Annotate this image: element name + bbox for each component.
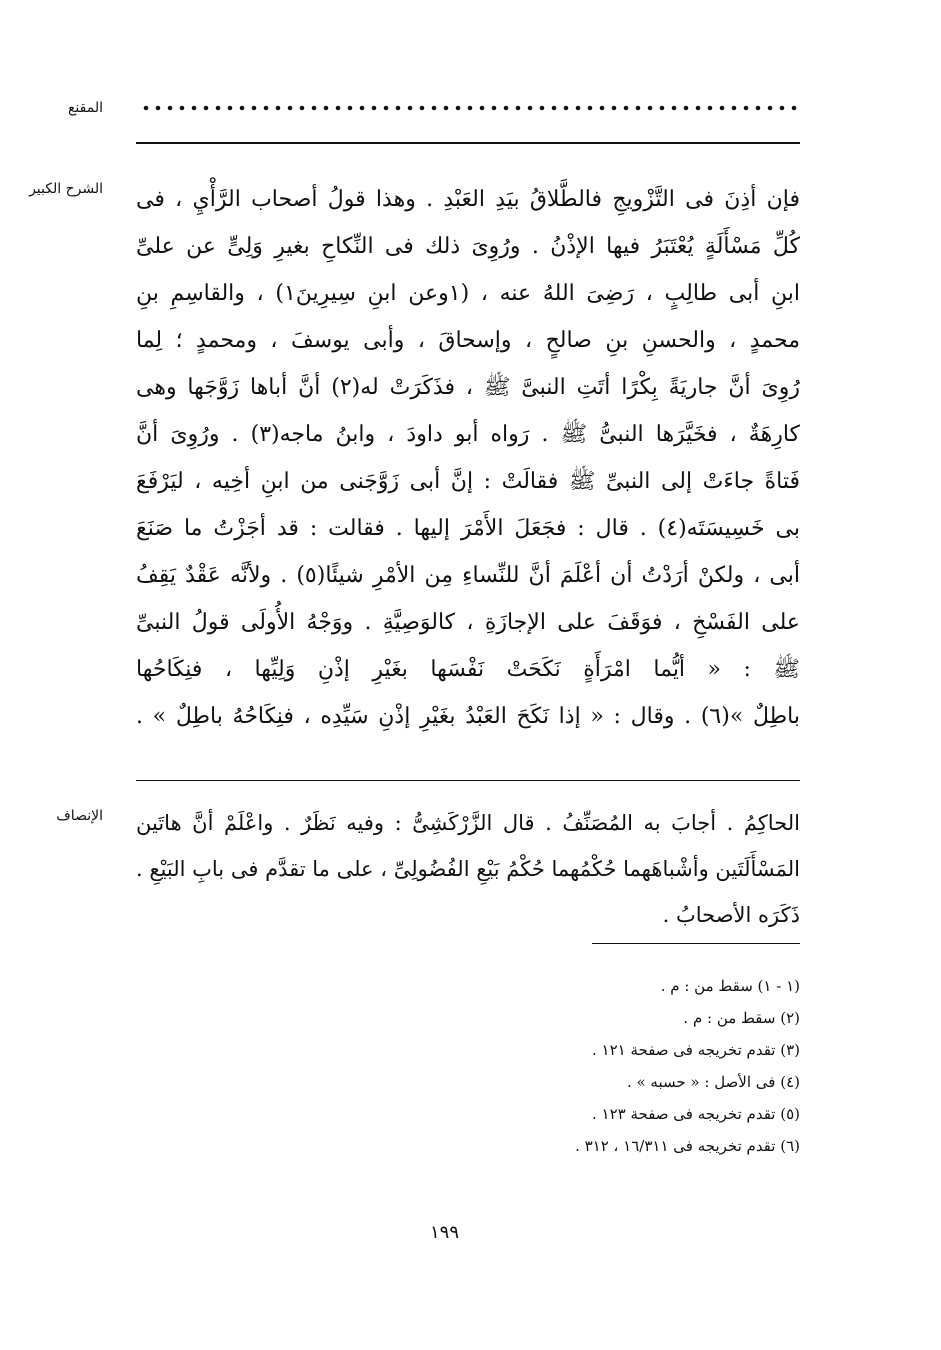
footnote: (٤) فى الأصل : « حسبه » . (626, 1073, 800, 1091)
footnote-rule (592, 943, 800, 944)
text-line: كارِهَةٌ ، فخَيَّرَها النبىُّ ﷺ . رَواه أبو داودَ ، وابنُ ماجه(٣) . ورُوِىَ أنَّ (136, 422, 800, 447)
text-line: المَسْأَلَتَين وأشْباهَهما حُكْمُهما حُكْمُ بَيْعِ الفُضُولِىِّ ، على ما تقدَّم فى بابِ البَيْعِ . (136, 857, 800, 881)
section-label-sharh: الشرح الكبير (29, 181, 103, 197)
footnote: (٥) تقدم تخريجه فى صفحة ١٢٣ . (591, 1105, 800, 1123)
footnote: (٦) تقدم تخريجه فى ١٦/٣١١ ، ٣١٢ . (575, 1137, 800, 1155)
footnote: (٢) سقط من : م . (683, 1009, 800, 1027)
text-line: فَتاةً جاءَتْ إلى النبىِّ ﷺ فقالَتْ : إنَّ أبى زَوَّجَنى من ابنِ أخِيه ، ليَرْفَعَ (136, 469, 800, 494)
footnote: (١ - ١) سقط من : م . (660, 977, 800, 995)
text-line: ذَكَرَه الأصحابُ . (662, 903, 800, 927)
insaf-text-block (136, 800, 800, 938)
text-line: فإن أذِنَ فى التَّزْويجِ فالطَّلاقُ بيَدِ العَبْدِ . وهذا قولُ أصحاب الرَّأْيِ ، فى (136, 187, 800, 212)
text-line: باطِلٌ »(٦) . وقال : « إذا نَكَحَ العَبْدُ بغَيْرِ إذْنِ سَيِّدِه ، فنِكَاحُهُ باطِلٌ » . (136, 704, 800, 729)
text-line: ابنِ أبى طالِبٍ ، رَضِىَ اللهُ عنه ، (١وعن ابنِ سِيرِينَ١) ، والقاسِمِ بنِ (136, 281, 800, 306)
footnote: (٣) تقدم تخريجه فى صفحة ١٢١ . (591, 1041, 800, 1059)
section-divider (136, 780, 800, 781)
text-line: على الفَسْخِ ، فوَقَفَ على الإجازَةِ ، كالوَصِيَّةِ . ووَجْهُ الأُولَى قولُ النبىِّ (136, 610, 800, 635)
header-rule (136, 142, 800, 144)
text-line: ﷺ : « أيُّما امْرَأَةٍ نَكَحَتْ نَفْسَها بغَيْرِ إذْنِ وَلِيِّها ، فنِكَاحُها (136, 657, 800, 682)
text-line: بى خَسِيسَتَه(٤) . قال : فجَعَلَ الأَمْرَ إليها . فقالت : قد أجَزْتُ ما صَنَعَ (136, 516, 800, 541)
footnotes (575, 970, 800, 1162)
text-line: الحاكِمُ . أجابَ به المُصَنِّفُ . قال الزَّرْكَشِىُّ : وفيه نَظَرٌ . واعْلَمْ أنَّ هاتَين (136, 811, 800, 835)
text-line: رُوِىَ أنَّ جاريَةً بِكْرًا أتَتِ النبىَّ ﷺ ، فذَكَرَتْ له(٢) أنَّ أباها زَوَّجَها وهى (136, 375, 800, 400)
text-line: أبى ، ولكنْ أرَدْتُ أن أعْلَمَ أنَّ للنِّساءِ مِن الأمْرِ شيئًا(٥) . ولأنَّه عَقْدٌ يَقِفُ (136, 563, 800, 588)
dotted-separator (140, 104, 800, 112)
sharh-text-block (136, 176, 800, 740)
text-line: كُلِّ مَسْأَلَةٍ يُعْتَبَرُ فيها الإذْنُ . ورُوِىَ ذلك فى النِّكاحِ بغيرِ وَلِىٍّ عن علىِّ (136, 234, 800, 259)
book-label-muqni: المقنع (67, 100, 103, 116)
text-line: محمدٍ ، والحسنِ بنِ صالحٍ ، وإسحاقَ ، وأبى يوسفَ ، ومحمدٍ ؛ لِما (136, 328, 800, 353)
section-label-insaf: الإنصاف (56, 808, 103, 824)
page-number: ١٩٩ (430, 1222, 460, 1243)
